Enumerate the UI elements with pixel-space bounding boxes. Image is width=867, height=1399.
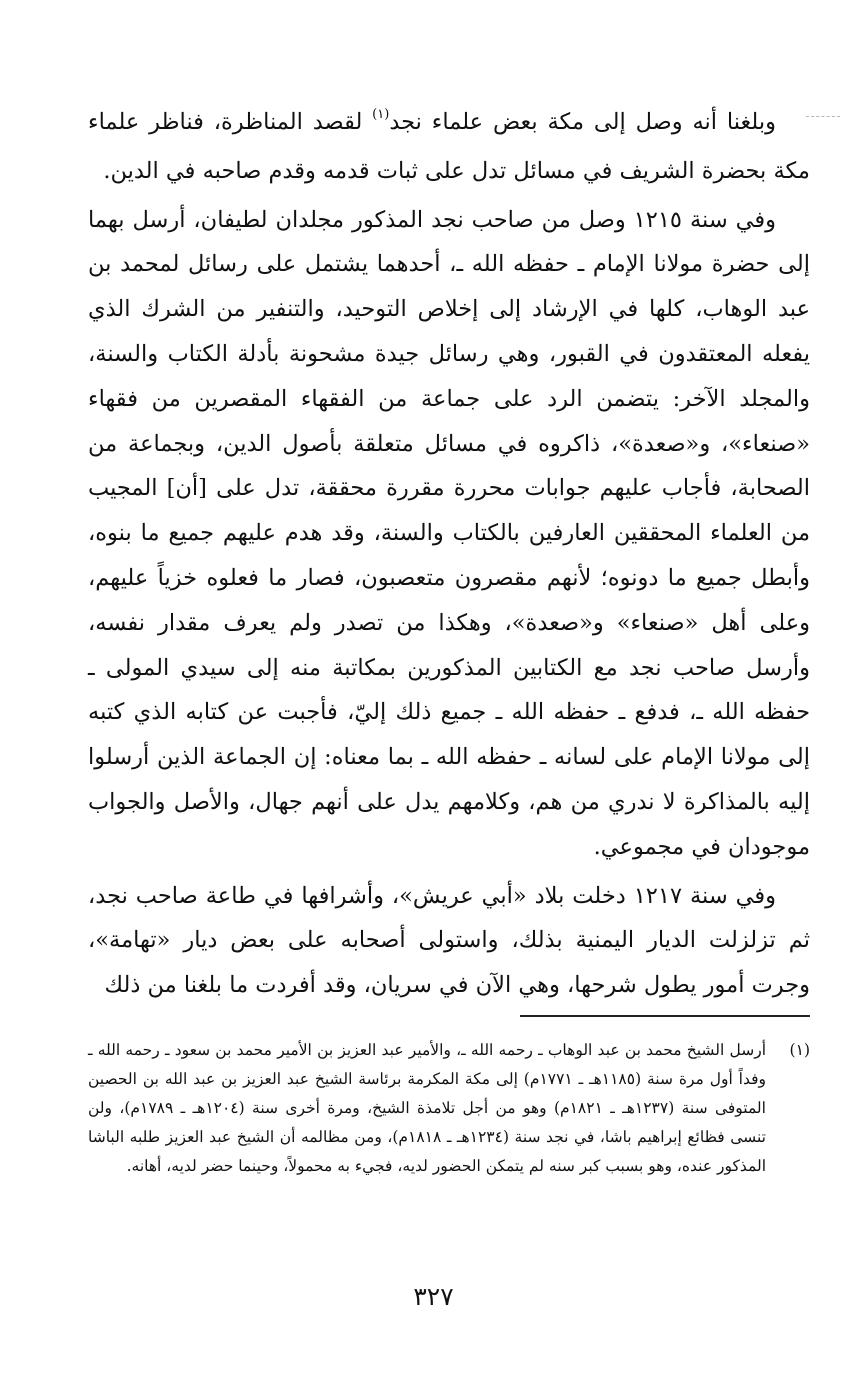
footnote-separator — [520, 1015, 810, 1017]
footnotes — [88, 1036, 810, 1181]
footnote-number: (١) — [789, 1041, 810, 1059]
footnote-1 — [88, 1036, 810, 1181]
footnote-reference: (١) — [372, 107, 390, 122]
paragraph-1 — [88, 100, 810, 194]
corner-mark — [806, 116, 840, 117]
footnote-text: أرسل الشيخ محمد بن عبد الوهاب ـ رحمه الله ـ، والأمير عبد العزيز بن الأمير محمد بن سعود ـ رحمه الله ـ وفداً أول مرة سنة (١١٨٥هـ ـ ١٧٧١م) إلى مكة المكرمة برئاسة الشيخ عبد العزيز بن عبد الله بن الحصين المتوفى سنة (١٢٣٧هـ ـ ١٨٢١م) وهو من أجل تلامذة الشيخ، ومرة أخرى سنة (١٢٠٤هـ ـ ١٧٨٩م)، ولن تنسى فظائع إبراهيم باشا، في نجد سنة (١٢٣٤هـ ـ ١٨١٨م)، ومن مظالمه أن الشيخ عبد العزيز طلبه الباشا المذكور عنده، وهو بسبب كبر سنه لم يتمكن الحضور لديه، فجيء به محمولاً، وحينما حضر لديه، أهانه. — [88, 1041, 766, 1175]
paragraph-2 — [88, 198, 810, 870]
main-text — [88, 100, 810, 1012]
paragraph-1-text-cont: لقصد المناظرة، فناظر علماء مكة بحضرة الشريف في مسائل تدل على ثبات قدمه وقدم صاحبه في الدين. — [88, 109, 810, 184]
paragraph-1-text: وبلغنا أنه وصل إلى مكة بعض علماء نجد — [389, 109, 776, 135]
page-number: ٣٢٧ — [413, 1282, 454, 1311]
paragraph-2-text: وفي سنة ١٢١٥ وصل من صاحب نجد المذكور مجلدان لطيفان، أرسل بهما إلى حضرة مولانا الإمام ـ حفظه الله ـ، أحدهما يشتمل على رسائل لمحمد بن عبد الوهاب، كلها في الإرشاد إلى إخلاص التوحيد، والتنفير من الشرك الذي يفعله المعتقدون في القبور، وهي رسائل جيدة مشحونة بأدلة الكتاب والسنة، والمجلد الآخر: يتضمن الرد على جماعة من الفقهاء المقصرين من فقهاء «صنعاء»، و«صعدة»، ذاكروه في مسائل متعلقة بأصول الدين، وبجماعة من الصحابة، فأجاب عليهم جوابات محررة مقررة محققة، تدل على [أن] المجيب من العلماء المحققين العارفين بالكتاب والسنة، وقد هدم عليهم جميع ما بنوه، وأبطل جميع ما دونوه؛ لأنهم مقصرون متعصبون، فصار ما فعلوه خزياً عليهم، وعلى أهل «صنعاء» و«صعدة»، وهكذا من تصدر ولم يعرف مقدار نفسه، وأرسل صاحب نجد مع الكتابين المذكورين بمكاتبة منه إلى سيدي المولى ـ حفظه الله ـ، فدفع ـ حفظه الله ـ جميع ذلك إليّ، فأجبت عن كتابه الذي كتبه إلى مولانا الإمام على لسانه ـ حفظه الله ـ بما معناه: إن الجماعة الذين أرسلوا إليه بالمذاكرة لا ندري من هم، وكلامهم يدل على أنهم جهال، والأصل والجواب موجودان في مجموعي. — [88, 206, 810, 860]
paragraph-3-text: وفي سنة ١٢١٧ دخلت بلاد «أبي عريش»، وأشرافها في طاعة صاحب نجد، ثم تزلزلت الديار اليمنية بذلك، واستولى أصحابه على بعض ديار «تهامة»، وجرت أمور يطول شرحها، وهي الآن في سريان، وقد أفردت ما بلغنا من ذلك — [88, 882, 810, 999]
paragraph-3 — [88, 874, 810, 1008]
